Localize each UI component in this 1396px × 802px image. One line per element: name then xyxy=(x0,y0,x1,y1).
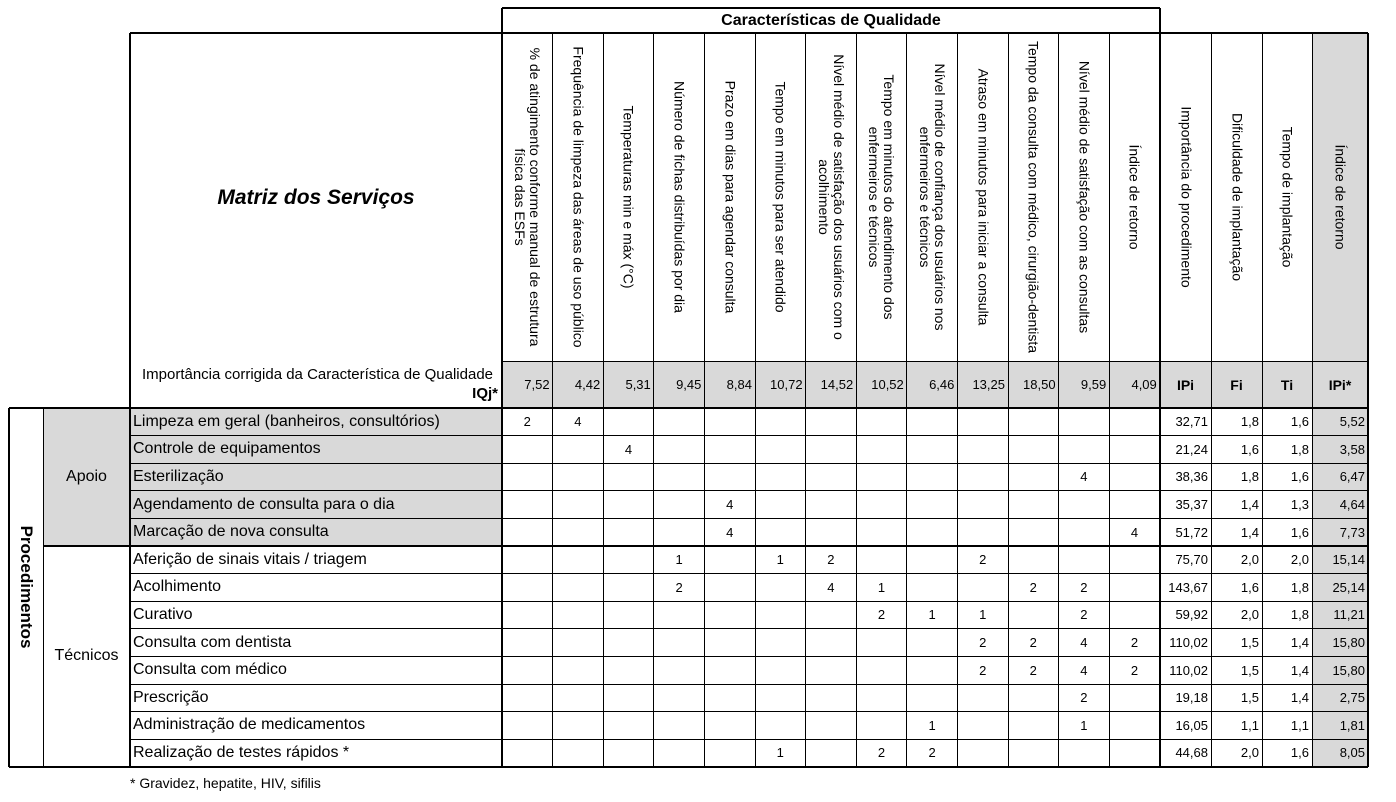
ipi-star-value: 15,80 xyxy=(1332,635,1365,651)
ti-value: 1,1 xyxy=(1290,717,1309,733)
quality-characteristic-header: Frequência de limpeza das áreas de uso público xyxy=(570,46,587,348)
ti-value: 1,4 xyxy=(1290,690,1309,706)
metric-symbol: IPi* xyxy=(1328,376,1352,393)
quality-characteristic-header: Temperaturas min e máx (°C) xyxy=(620,105,637,289)
fi-value: 1,4 xyxy=(1240,524,1259,540)
grid-line xyxy=(130,435,1368,436)
ti-value: 1,8 xyxy=(1290,607,1309,623)
correlation-mark: 2 xyxy=(1029,662,1037,678)
fi-value: 1,4 xyxy=(1240,497,1259,513)
metric-header-cell xyxy=(1262,33,1312,361)
ipi-star-value: 6,47 xyxy=(1339,469,1365,485)
correlation-mark: 2 xyxy=(1080,607,1088,623)
correlation-mark: 2 xyxy=(1080,579,1088,595)
quality-characteristic-header-cell xyxy=(553,33,604,361)
ti-value: 1,6 xyxy=(1290,414,1309,430)
quality-characteristic-header: Tempo em minutos para ser atendido xyxy=(772,81,789,313)
grid-line xyxy=(9,766,1368,768)
quality-characteristic-header-cell xyxy=(1109,33,1160,361)
quality-characteristic-header-cell xyxy=(654,33,705,361)
procedure-name: Consulta com dentista xyxy=(133,633,292,651)
importance-value: 9,59 xyxy=(1080,377,1107,392)
fi-value: 1,5 xyxy=(1240,662,1259,678)
ipi-star-value: 7,73 xyxy=(1339,524,1365,540)
fi-value: 1,6 xyxy=(1240,579,1259,595)
correlation-mark: 4 xyxy=(726,524,734,540)
ipi-value: 19,18 xyxy=(1175,690,1208,706)
correlation-mark: 4 xyxy=(1080,635,1088,651)
procedure-name: Controle de equipamentos xyxy=(133,440,321,458)
grid-line xyxy=(1159,8,1161,33)
metric-header: Importância do procedimento xyxy=(1178,106,1194,288)
grid-line xyxy=(130,601,1368,602)
correlation-mark: 2 xyxy=(1029,579,1037,595)
grid-line xyxy=(502,7,1160,9)
ipi-star-value: 4,64 xyxy=(1339,497,1365,513)
ipi-value: 110,02 xyxy=(1169,635,1208,651)
ipi-star-value: 1,81 xyxy=(1339,717,1365,733)
grid-line xyxy=(8,408,10,767)
correlation-mark: 2 xyxy=(979,662,987,678)
ipi-star-value: 5,52 xyxy=(1339,414,1365,430)
correlation-mark: 1 xyxy=(928,717,936,733)
importance-value: 5,31 xyxy=(625,377,651,392)
ti-value: 1,6 xyxy=(1290,745,1309,761)
ipi-star-value: 15,80 xyxy=(1332,662,1365,678)
quality-characteristic-header-cell xyxy=(1059,33,1110,361)
correlation-mark: 2 xyxy=(979,552,987,568)
fi-value: 2,0 xyxy=(1240,607,1259,623)
grid-line xyxy=(43,408,44,767)
quality-characteristic-header-cell xyxy=(856,33,907,361)
correlation-mark: 1 xyxy=(1080,717,1088,733)
ipi-value: 110,02 xyxy=(1169,662,1208,678)
grid-line xyxy=(130,463,1368,464)
quality-characteristic-header-cell xyxy=(704,33,755,361)
ti-value: 1,6 xyxy=(1290,469,1309,485)
importance-label-cell xyxy=(130,361,502,408)
table-title: Matriz dos Serviços xyxy=(217,186,415,209)
ti-value: 1,4 xyxy=(1290,662,1309,678)
correlation-mark: 1 xyxy=(776,552,784,568)
grid-line xyxy=(130,684,1368,685)
correlation-mark: 2 xyxy=(1130,635,1139,651)
grid-line xyxy=(130,490,1368,491)
correlation-mark: 2 xyxy=(877,607,886,623)
metric-header: Índice de retorno xyxy=(1332,144,1349,250)
importance-value: 4,09 xyxy=(1131,377,1157,392)
metric-header-cell xyxy=(1312,33,1368,361)
metric-header: Tempo de implantação xyxy=(1279,126,1296,268)
grid-line xyxy=(43,545,1368,547)
fi-value: 1,5 xyxy=(1240,635,1259,651)
quality-characteristic-header: Nível médio de satisfação dos usuários com o acolhimento xyxy=(815,54,847,340)
metric-header: Dificuldade de implantação xyxy=(1229,112,1245,282)
importance-value: 4,42 xyxy=(574,377,601,392)
procedure-name: Acolhimento xyxy=(133,578,222,596)
quality-characteristic-header: Nível médio de satisfação com as consultas xyxy=(1076,60,1093,334)
grid-line xyxy=(501,8,503,33)
correlation-mark: 4 xyxy=(1080,469,1088,485)
correlation-mark: 2 xyxy=(1130,662,1139,678)
quality-characteristic-header-cell xyxy=(907,33,958,361)
ipi-value: 32,71 xyxy=(1175,414,1208,430)
ti-value: 1,6 xyxy=(1290,524,1309,540)
ipi-value: 16,05 xyxy=(1175,717,1208,733)
correlation-mark: 1 xyxy=(675,552,683,568)
metric-symbol: IPi xyxy=(1176,376,1195,393)
group-header: Características de Qualidade xyxy=(721,11,941,29)
fi-value: 1,1 xyxy=(1240,717,1259,733)
importance-symbol: IQj* xyxy=(472,385,498,402)
grid-line xyxy=(130,518,1368,519)
fi-value: 1,8 xyxy=(1240,469,1259,485)
fi-value: 2,0 xyxy=(1240,745,1259,761)
fi-value: 1,5 xyxy=(1240,690,1259,706)
quality-characteristic-header-cell xyxy=(502,33,553,361)
fi-value: 1,6 xyxy=(1240,441,1259,457)
quality-characteristic-header-cell xyxy=(755,33,806,361)
quality-characteristic-header: Número de fichas distribuídas por dia xyxy=(671,81,688,313)
ti-value: 1,8 xyxy=(1290,579,1309,595)
grid-line xyxy=(130,32,1368,34)
ti-value: 1,4 xyxy=(1290,635,1309,651)
correlation-mark: 2 xyxy=(675,579,683,595)
ti-value: 2,0 xyxy=(1290,552,1309,568)
procedure-name: Marcação de nova consulta xyxy=(133,523,329,541)
correlation-mark: 4 xyxy=(1080,662,1088,678)
importance-value: 14,52 xyxy=(820,377,854,392)
procedure-name: Aferição de sinais vitais / triagem xyxy=(133,550,367,568)
correlation-mark: 4 xyxy=(726,497,734,513)
correlation-mark: 1 xyxy=(979,607,987,623)
row-group-header: Procedimentos xyxy=(17,525,36,649)
ipi-star-value: 2,75 xyxy=(1339,690,1365,706)
row-group-label: Apoio xyxy=(66,468,107,485)
correlation-mark: 4 xyxy=(1130,524,1139,540)
ipi-star-value: 15,14 xyxy=(1332,552,1365,568)
ipi-value: 35,37 xyxy=(1175,497,1208,513)
correlation-mark: 2 xyxy=(877,745,886,761)
quality-characteristic-header-cell xyxy=(957,33,1008,361)
fi-value: 2,0 xyxy=(1240,552,1259,568)
correlation-mark: 1 xyxy=(928,607,936,623)
metric-symbol: Fi xyxy=(1230,376,1243,393)
procedure-name: Agendamento de consulta para o dia xyxy=(133,495,395,513)
procedure-name: Administração de medicamentos xyxy=(133,716,366,734)
correlation-mark: 2 xyxy=(1029,635,1037,651)
ipi-value: 59,92 xyxy=(1175,607,1208,623)
correlation-mark: 2 xyxy=(1080,690,1088,706)
grid-line xyxy=(130,628,1368,629)
ipi-value: 51,72 xyxy=(1175,524,1208,540)
importance-value: 10,72 xyxy=(770,377,803,392)
grid-line xyxy=(130,573,1368,574)
metric-symbol: Ti xyxy=(1280,376,1294,393)
correlation-mark: 1 xyxy=(776,745,784,761)
ipi-star-value: 11,21 xyxy=(1333,607,1365,623)
correlation-mark: 2 xyxy=(827,552,835,568)
importance-value: 7,52 xyxy=(524,377,550,392)
quality-characteristic-header: Tempo da consulta com médico, cirurgião-dentista xyxy=(1025,40,1042,354)
importance-value: 8,84 xyxy=(726,377,752,392)
procedure-name: Prescrição xyxy=(133,688,209,706)
quality-characteristic-header: Prazo em dias para agendar consulta xyxy=(722,80,739,314)
ipi-star-value: 25,14 xyxy=(1332,579,1365,595)
procedure-name: Curativo xyxy=(133,605,193,623)
importance-value: 13,25 xyxy=(972,377,1005,392)
quality-characteristic-header: % de atingimento conforme manual de estrutura física das ESFs xyxy=(512,47,544,347)
correlation-mark: 2 xyxy=(979,635,987,651)
quality-characteristic-header: Índice de retorno xyxy=(1126,144,1143,250)
procedure-name: Limpeza em geral (banheiros, consultórios) xyxy=(133,412,440,430)
grid-line xyxy=(502,361,1368,362)
procedure-name: Realização de testes rápidos * xyxy=(133,743,350,761)
footnote: * Gravidez, hepatite, HIV, sifilis xyxy=(130,774,321,791)
importance-value: 6,46 xyxy=(929,377,955,392)
grid-line xyxy=(130,656,1368,657)
grid-line xyxy=(9,407,1368,409)
quality-characteristic-header-cell xyxy=(603,33,654,361)
row-group-label: Técnicos xyxy=(54,647,119,665)
quality-characteristic-header-cell xyxy=(1008,33,1059,361)
ipi-value: 44,68 xyxy=(1175,745,1208,761)
metric-header-cell xyxy=(1160,33,1211,361)
ipi-value: 21,24 xyxy=(1175,441,1208,457)
correlation-mark: 4 xyxy=(827,579,835,595)
importance-value: 10,52 xyxy=(871,377,904,392)
ti-value: 1,8 xyxy=(1290,441,1309,457)
correlation-mark: 4 xyxy=(624,441,633,457)
ipi-value: 143,67 xyxy=(1168,579,1208,595)
grid-line xyxy=(130,739,1368,740)
metric-header-cell xyxy=(1211,33,1262,361)
correlation-mark: 2 xyxy=(928,745,936,761)
quality-characteristic-header: Tempo em minutos do atendimento dos enfermeiros e técnicos xyxy=(866,74,898,320)
quality-characteristic-header-cell xyxy=(806,33,857,361)
importance-value: 18,50 xyxy=(1023,377,1056,392)
correlation-mark: 4 xyxy=(574,414,582,430)
ipi-value: 38,36 xyxy=(1175,469,1208,485)
correlation-mark: 2 xyxy=(523,414,531,430)
procedure-name: Consulta com médico xyxy=(133,661,287,679)
procedure-name: Esterilização xyxy=(133,467,224,485)
ipi-star-value: 3,58 xyxy=(1339,441,1365,457)
correlation-mark: 1 xyxy=(877,579,886,595)
grid-line xyxy=(130,711,1368,712)
importance-value: 9,45 xyxy=(676,377,702,392)
fi-value: 1,8 xyxy=(1240,414,1259,430)
row-group-header-cell xyxy=(9,408,43,767)
importance-label: Importância corrigida da Característica de Qualidade xyxy=(141,366,493,383)
ti-value: 1,3 xyxy=(1290,497,1309,513)
ipi-value: 75,70 xyxy=(1175,552,1208,568)
ipi-star-value: 8,05 xyxy=(1339,745,1365,761)
quality-characteristic-header: Atraso em minutos para iniciar a consulta xyxy=(975,68,992,326)
quality-characteristic-header: Nível médio de confiança dos usuários nos enfermeiros e técnicos xyxy=(917,63,949,331)
